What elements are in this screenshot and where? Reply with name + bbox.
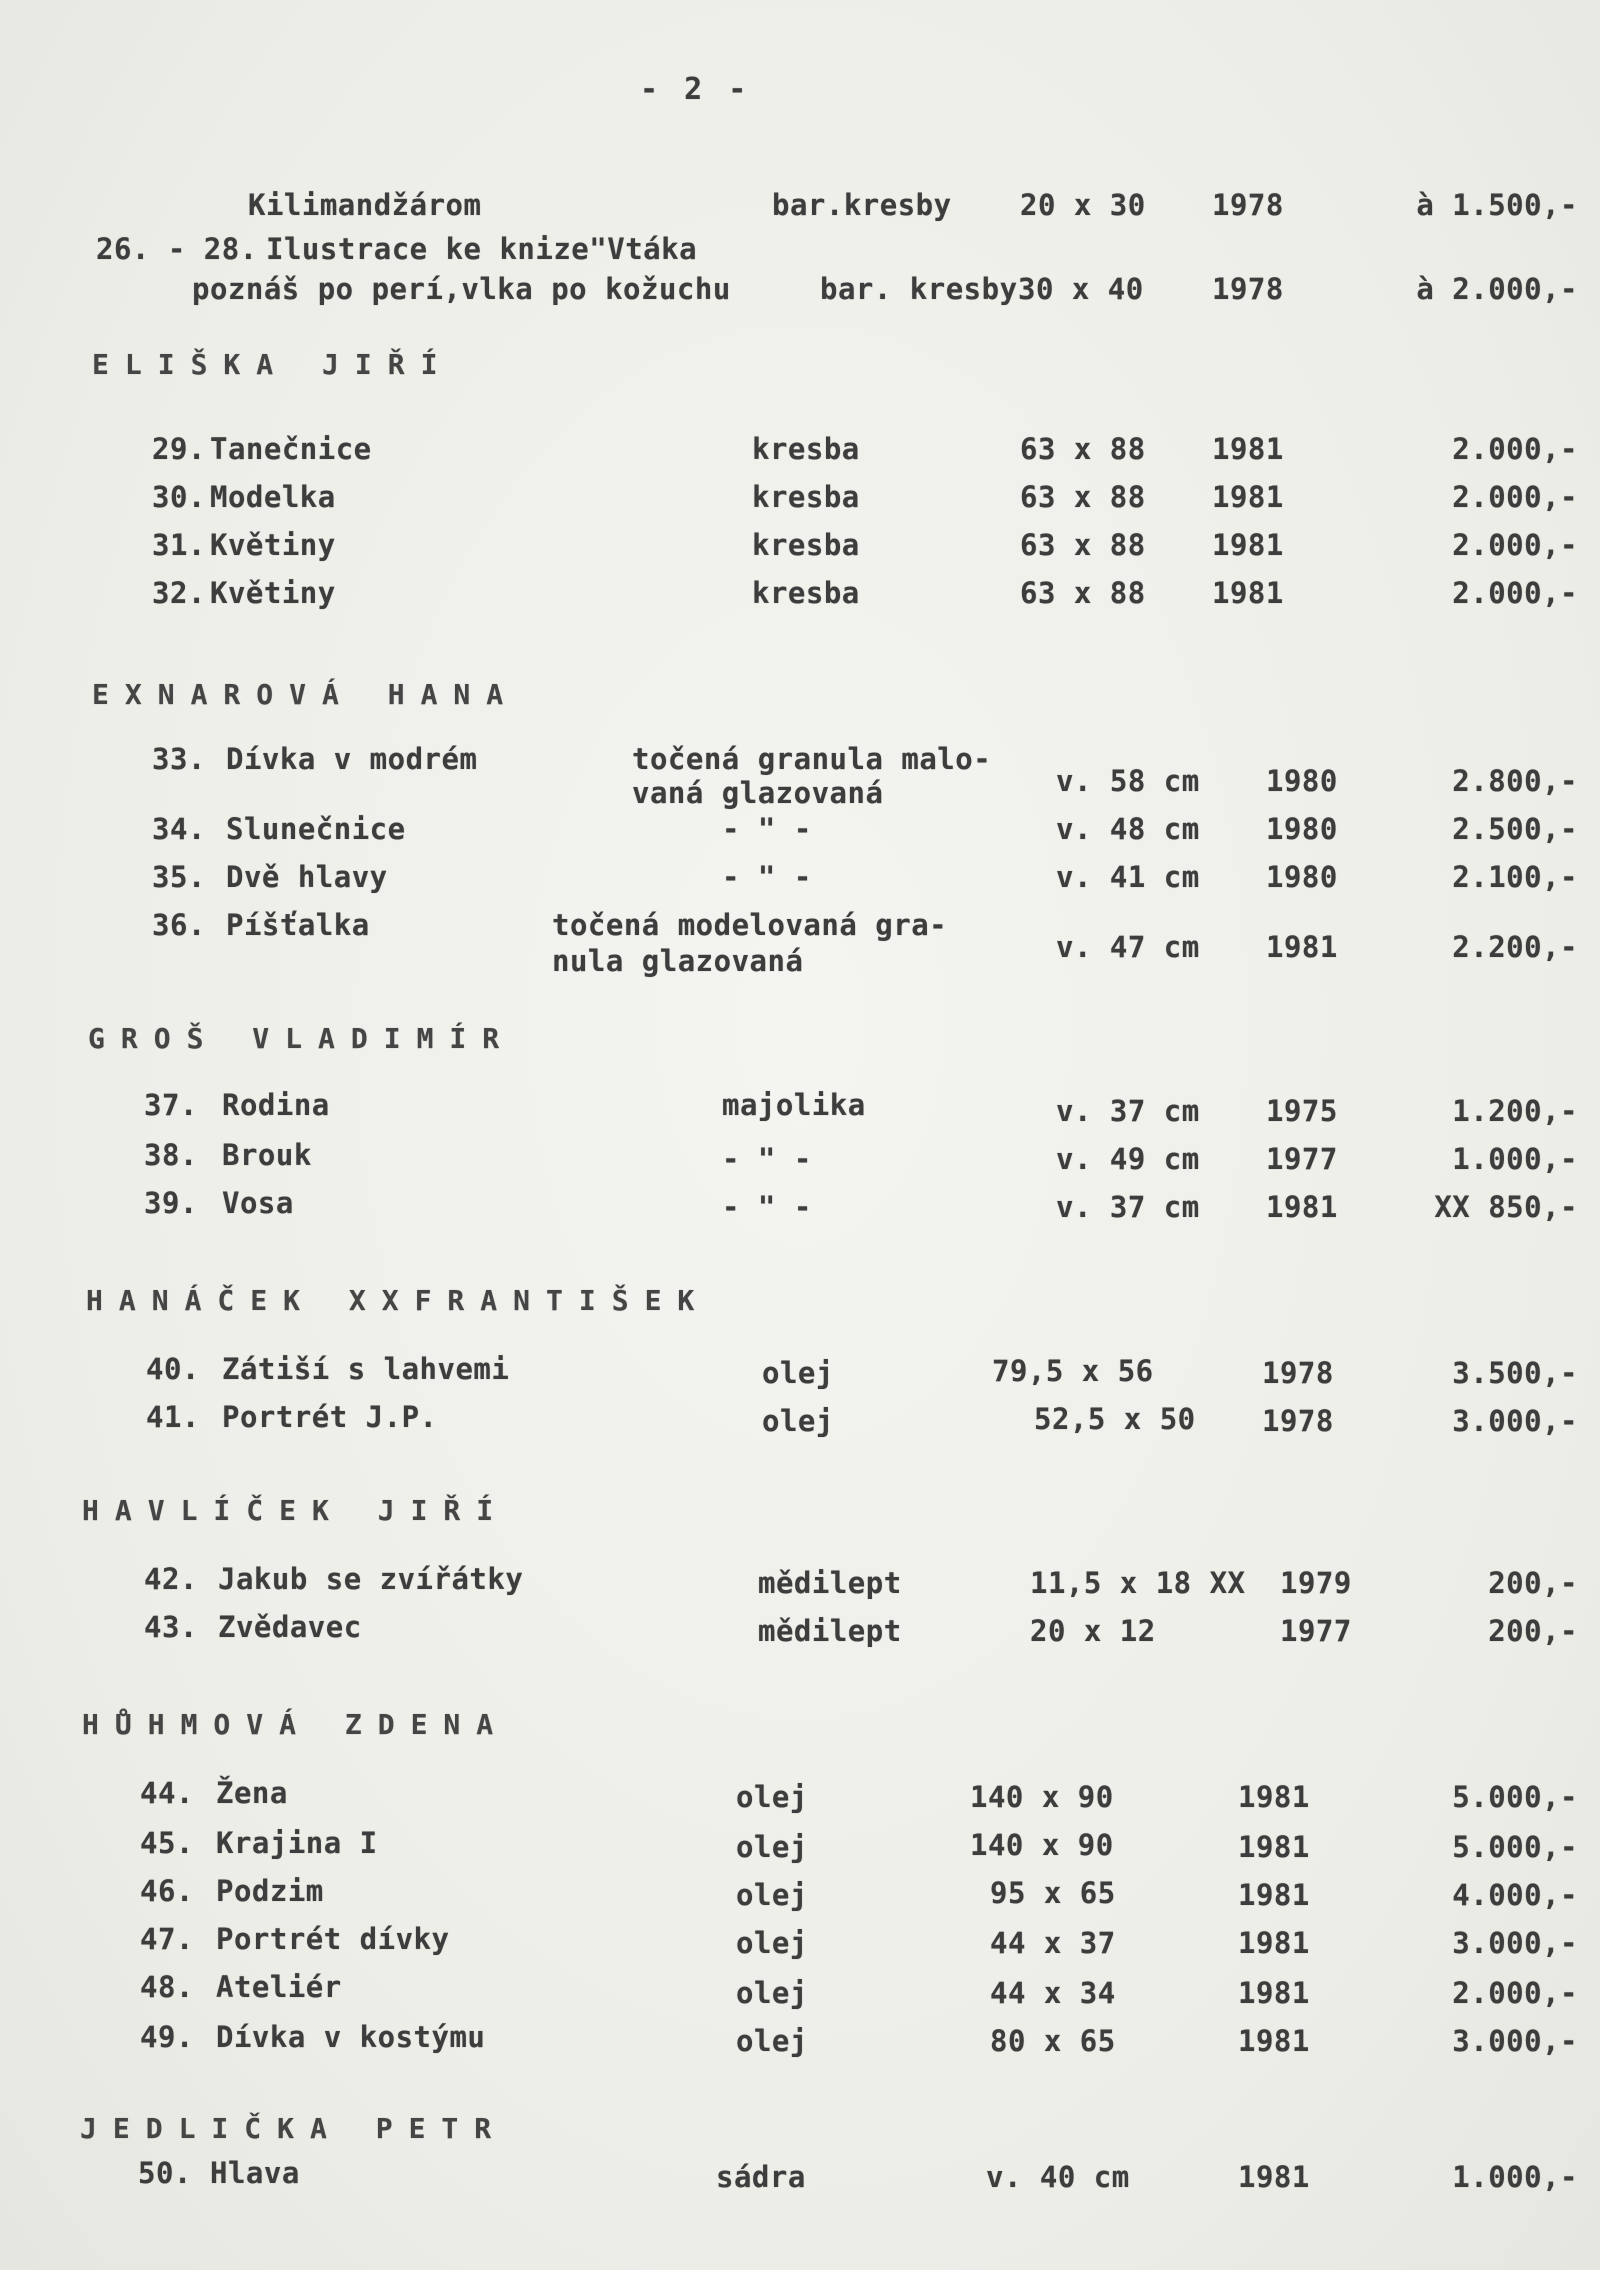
item-price: 1.200,- — [1452, 1094, 1578, 1128]
item-technique: olej — [736, 1780, 808, 1814]
item-technique: olej — [736, 1878, 808, 1912]
item-year: 1981 — [1238, 2024, 1310, 2058]
item-technique: bar.kresby — [772, 188, 952, 222]
item-technique: majolika — [722, 1088, 866, 1122]
item-number: 30. — [152, 480, 206, 514]
item-size: 140 x 90 — [970, 1828, 1114, 1862]
item-title: Žena — [216, 1776, 288, 1810]
item-size: v. 49 cm — [1056, 1142, 1200, 1176]
page-number: - 2 - — [640, 72, 751, 107]
item-price: à 1.500,- — [1416, 188, 1578, 222]
item-size: v. 37 cm — [1056, 1094, 1200, 1128]
item-size: 140 x 90 — [970, 1780, 1114, 1814]
item-year: 1979 — [1280, 1566, 1352, 1600]
item-title: Jakub se zvířátky — [218, 1562, 524, 1596]
item-number: 36. — [152, 908, 206, 942]
item-size: 11,5 x 18 XX — [1030, 1566, 1246, 1600]
item-number: 34. — [152, 812, 206, 846]
item-technique: olej — [762, 1404, 834, 1438]
item-year: 1978 — [1212, 272, 1284, 306]
artist-heading: GROŠ VLADIMÍR — [88, 1022, 516, 1055]
item-title: Píšťalka — [226, 908, 370, 942]
item-price: 3.000,- — [1452, 1926, 1578, 1960]
item-year: 1981 — [1238, 2160, 1310, 2194]
item-number: 48. — [140, 1970, 194, 2004]
item-technique: olej — [762, 1356, 834, 1390]
item-technique: kresba — [752, 432, 860, 466]
item-title: Slunečnice — [226, 812, 406, 846]
item-size: 95 x 65 — [990, 1876, 1116, 1910]
item-technique: točená modelovaná gra- — [552, 908, 948, 942]
item-number: 45. — [140, 1826, 194, 1860]
item-year: 1981 — [1238, 1976, 1310, 2010]
item-title: Krajina I — [216, 1826, 378, 1860]
item-number: 49. — [140, 2020, 194, 2054]
item-price: à 2.000,- — [1416, 272, 1578, 306]
item-size: 20 x 12 — [1030, 1614, 1156, 1648]
item-year: 1981 — [1266, 930, 1338, 964]
item-year: 1978 — [1262, 1356, 1334, 1390]
artist-heading: HAVLÍČEK JIŘÍ — [82, 1494, 510, 1527]
item-technique: olej — [736, 1976, 808, 2010]
item-year: 1981 — [1238, 1878, 1310, 1912]
item-price: 4.000,- — [1452, 1878, 1578, 1912]
item-size: 44 x 34 — [990, 1976, 1116, 2010]
item-technique-line2: nula glazovaná — [552, 944, 804, 978]
item-size: v. 58 cm — [1056, 764, 1200, 798]
item-price: 2.000,- — [1452, 480, 1578, 514]
item-year: 1980 — [1266, 764, 1338, 798]
item-size: v. 41 cm — [1056, 860, 1200, 894]
item-price: 2.000,- — [1452, 528, 1578, 562]
item-year: 1978 — [1212, 188, 1284, 222]
artist-heading: HANÁČEK XXFRANTIŠEK — [86, 1284, 711, 1317]
item-number: 41. — [146, 1400, 200, 1434]
item-title: Podzim — [216, 1874, 324, 1908]
item-title: Portrét dívky — [216, 1922, 450, 1956]
item-price: 3.000,- — [1452, 1404, 1578, 1438]
item-title: Tanečnice — [210, 432, 372, 466]
item-size: v. 37 cm — [1056, 1190, 1200, 1224]
item-size: 63 x 88 — [1020, 432, 1146, 466]
item-number: 43. — [144, 1610, 198, 1644]
item-price: XX 850,- — [1434, 1190, 1578, 1224]
item-number: 39. — [144, 1186, 198, 1220]
item-technique: mědilept — [758, 1566, 902, 1600]
item-number: 32. — [152, 576, 206, 610]
item-title: Modelka — [210, 480, 336, 514]
item-number: 37. — [144, 1088, 198, 1122]
item-title: Ateliér — [216, 1970, 342, 2004]
item-technique: - " - — [722, 812, 812, 846]
item-size: 80 x 65 — [990, 2024, 1116, 2058]
item-technique: kresba — [752, 480, 860, 514]
item-price: 200,- — [1488, 1614, 1578, 1648]
item-technique: bar. kresby — [820, 272, 1018, 306]
item-size: 44 x 37 — [990, 1926, 1116, 1960]
item-number: 31. — [152, 528, 206, 562]
item-year: 1981 — [1212, 480, 1284, 514]
item-year: 1981 — [1238, 1926, 1310, 1960]
item-price: 2.800,- — [1452, 764, 1578, 798]
item-title: Brouk — [222, 1138, 312, 1172]
item-technique: - " - — [722, 1190, 812, 1224]
item-year: 1981 — [1266, 1190, 1338, 1224]
item-title: Portrét J.P. — [222, 1400, 438, 1434]
item-title: Květiny — [210, 576, 336, 610]
item-price: 2.000,- — [1452, 576, 1578, 610]
item-title: Ilustrace ke knize"Vtáka — [266, 232, 698, 266]
item-title: Zvědavec — [218, 1610, 362, 1644]
item-price: 2.200,- — [1452, 930, 1578, 964]
item-technique: - " - — [722, 1142, 812, 1176]
item-technique: sádra — [716, 2160, 806, 2194]
item-size: 63 x 88 — [1020, 528, 1146, 562]
item-title: Hlava — [210, 2156, 300, 2190]
item-price: 3.000,- — [1452, 2024, 1578, 2058]
item-year: 1978 — [1262, 1404, 1334, 1438]
item-year: 1981 — [1212, 432, 1284, 466]
item-number: 38. — [144, 1138, 198, 1172]
item-year: 1981 — [1238, 1780, 1310, 1814]
artist-heading: EXNAROVÁ HANA — [92, 678, 520, 711]
item-price: 5.000,- — [1452, 1780, 1578, 1814]
item-technique: olej — [736, 1926, 808, 1960]
artist-heading: HŮHMOVÁ ZDENA — [82, 1708, 510, 1741]
item-price: 2.000,- — [1452, 1976, 1578, 2010]
item-year: 1977 — [1280, 1614, 1352, 1648]
item-size: v. 48 cm — [1056, 812, 1200, 846]
item-size: 52,5 x 50 — [1034, 1402, 1196, 1436]
item-number: 33. — [152, 742, 206, 776]
item-year: 1981 — [1212, 576, 1284, 610]
item-size: 79,5 x 56 — [992, 1354, 1154, 1388]
item-price: 5.000,- — [1452, 1830, 1578, 1864]
item-number: 44. — [140, 1776, 194, 1810]
item-number: 26. - 28. — [96, 232, 258, 266]
item-year: 1975 — [1266, 1094, 1338, 1128]
item-price: 1.000,- — [1452, 2160, 1578, 2194]
item-year: 1981 — [1238, 1830, 1310, 1864]
artist-heading: ELIŠKA JIŘÍ — [92, 348, 454, 381]
item-size: 30 x 40 — [1018, 272, 1144, 306]
item-number: 50. — [138, 2156, 192, 2190]
item-technique: olej — [736, 2024, 808, 2058]
item-technique: mědilept — [758, 1614, 902, 1648]
item-price: 3.500,- — [1452, 1356, 1578, 1390]
item-title: Květiny — [210, 528, 336, 562]
item-number: 40. — [146, 1352, 200, 1386]
item-title: Dívka v kostýmu — [216, 2020, 486, 2054]
item-technique: kresba — [752, 528, 860, 562]
item-year: 1977 — [1266, 1142, 1338, 1176]
item-title-line2: poznáš po perí,vlka po kožuchu — [192, 272, 731, 306]
item-technique-line2: vaná glazovaná — [632, 776, 884, 810]
item-price: 1.000,- — [1452, 1142, 1578, 1176]
item-year: 1980 — [1266, 860, 1338, 894]
item-price: 200,- — [1488, 1566, 1578, 1600]
item-number: 47. — [140, 1922, 194, 1956]
item-year: 1980 — [1266, 812, 1338, 846]
item-title: Dvě hlavy — [226, 860, 388, 894]
item-price: 2.000,- — [1452, 432, 1578, 466]
item-technique: - " - — [722, 860, 812, 894]
item-technique: točená granula malo- — [632, 742, 992, 776]
item-title: Kilimandžárom — [248, 188, 482, 222]
item-title: Dívka v modrém — [226, 742, 478, 776]
item-technique: olej — [736, 1830, 808, 1864]
item-number: 46. — [140, 1874, 194, 1908]
item-year: 1981 — [1212, 528, 1284, 562]
item-price: 2.500,- — [1452, 812, 1578, 846]
artist-heading: JEDLIČKA PETR — [80, 2112, 508, 2145]
item-size: 63 x 88 — [1020, 576, 1146, 610]
item-number: 35. — [152, 860, 206, 894]
item-size: v. 47 cm — [1056, 930, 1200, 964]
item-price: 2.100,- — [1452, 860, 1578, 894]
item-title: Rodina — [222, 1088, 330, 1122]
item-size: v. 40 cm — [986, 2160, 1130, 2194]
item-title: Zátiší s lahvemi — [222, 1352, 510, 1386]
item-size: 63 x 88 — [1020, 480, 1146, 514]
item-size: 20 x 30 — [1020, 188, 1146, 222]
item-technique: kresba — [752, 576, 860, 610]
item-number: 42. — [144, 1562, 198, 1596]
item-number: 29. — [152, 432, 206, 466]
item-title: Vosa — [222, 1186, 294, 1220]
